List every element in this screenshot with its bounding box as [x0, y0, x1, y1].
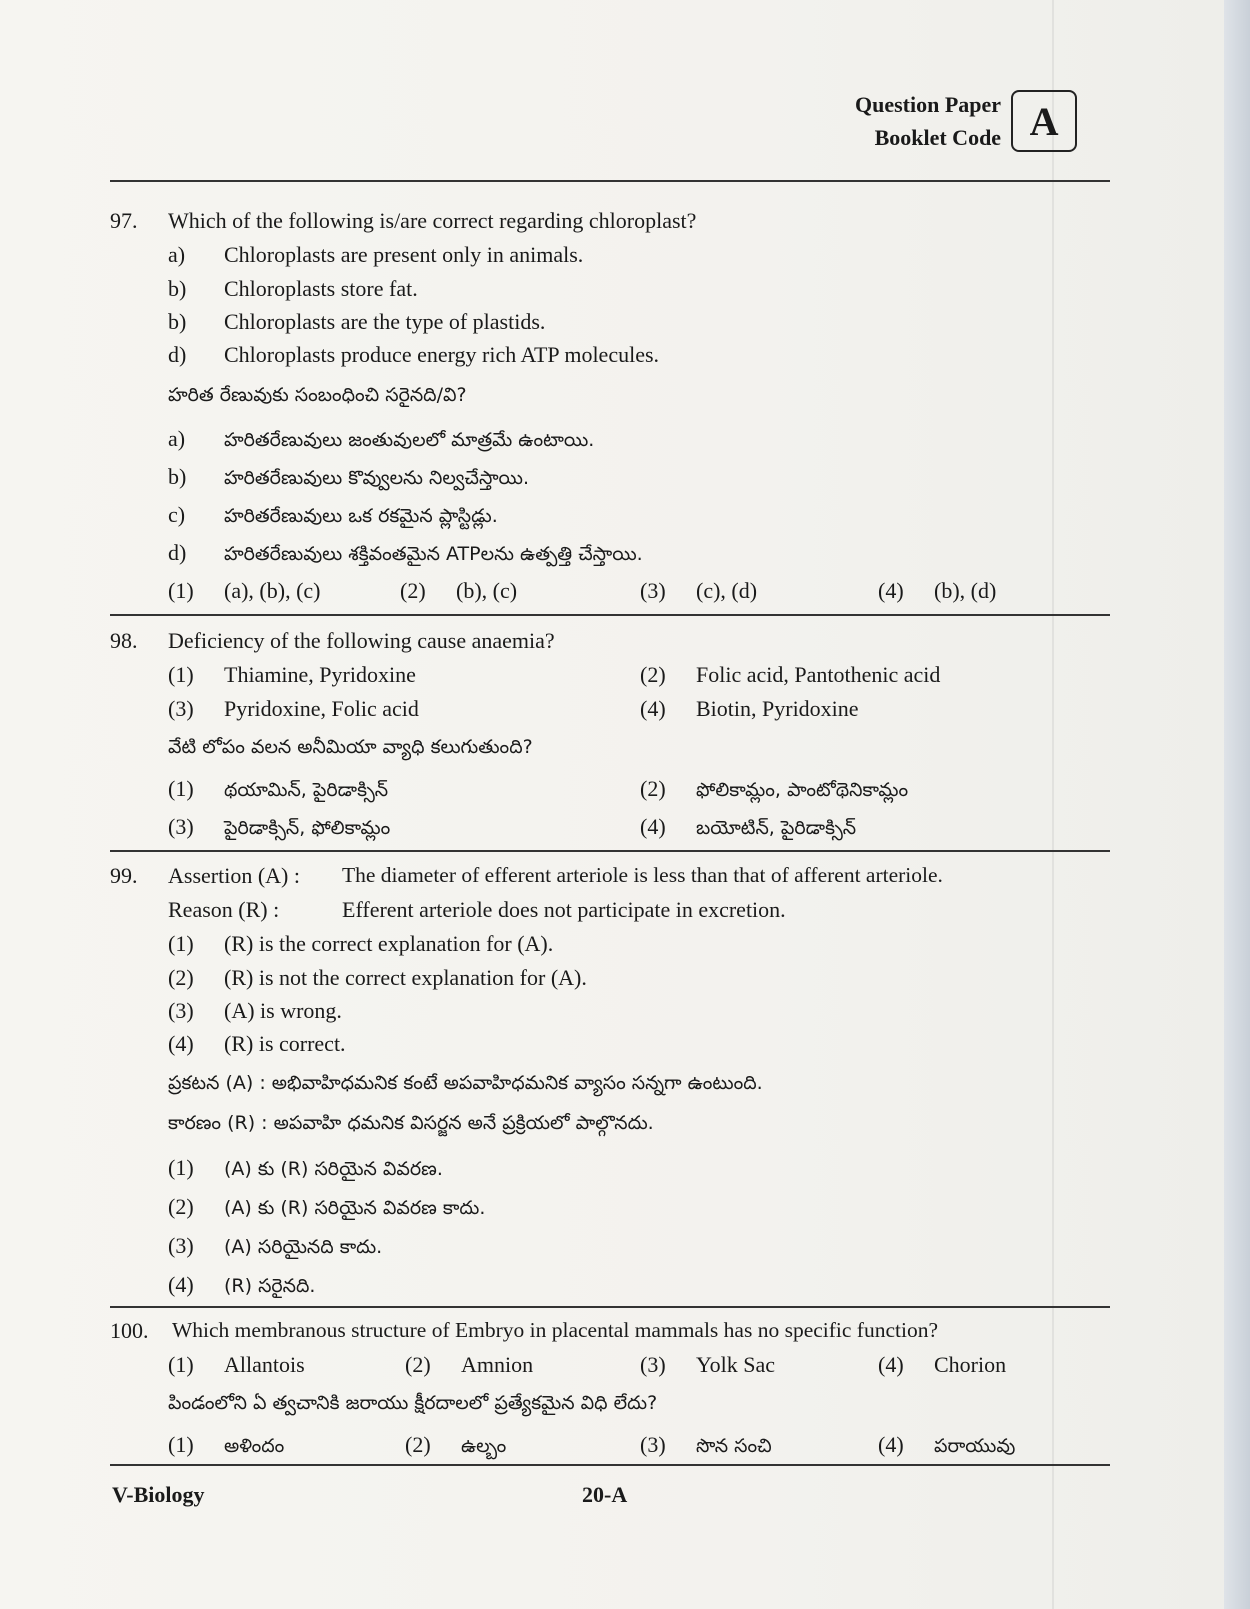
option-text: Biotin, Pyridoxine [696, 696, 859, 721]
option-text: (R) is not the correct explanation for (A). [224, 965, 587, 990]
booklet-code-label [855, 88, 1001, 154]
option-label: (4) [878, 578, 904, 603]
option-text: Chorion [934, 1352, 1007, 1377]
option-3[interactable] [168, 696, 419, 722]
statement-b-telugu [168, 464, 529, 494]
question-text: Deficiency of the following cause anaemia? [168, 628, 555, 653]
option-3[interactable] [640, 1352, 775, 1378]
option-4-telugu[interactable] [168, 1272, 315, 1302]
option-text: పరాయువు [934, 1435, 1016, 1457]
option-label: (2) [168, 965, 194, 990]
option-text: పైరిడాక్సిన్, ఫోలికామ్లం [224, 817, 391, 839]
option-2[interactable] [405, 1352, 533, 1378]
question-text: Which of the following is/are correct regarding chloroplast? [168, 208, 697, 233]
statement-d-telugu [168, 540, 643, 570]
statement-text: హరితరేణువులు కొవ్వులను నిల్వచేస్తాయి. [224, 467, 530, 489]
question-number: 97. [110, 208, 138, 233]
option-1[interactable] [168, 931, 553, 957]
statement-text: హరితరేణువులు జంతువులలో మాత్రమే ఉంటాయి. [224, 429, 595, 451]
option-label: (2) [400, 578, 426, 603]
divider [110, 180, 1110, 182]
option-text: (R) is correct. [224, 1031, 346, 1056]
option-label: (4) [168, 1272, 194, 1297]
reason-text: Efferent arteriole does not participate in excretion. [342, 897, 786, 922]
statement-label: d) [168, 540, 187, 565]
option-2[interactable] [168, 965, 587, 991]
statement-b [168, 276, 418, 302]
option-label: (4) [878, 1352, 904, 1377]
statement-d [168, 342, 659, 368]
option-text: (b), (d) [934, 578, 997, 603]
question-text-telugu: వేటి లోపం వలన అనీమియా వ్యాధి కలుగుతుంది? [168, 736, 533, 758]
option-label: (1) [168, 931, 194, 956]
option-3[interactable] [168, 998, 342, 1024]
option-label: (3) [168, 696, 194, 721]
option-1[interactable] [168, 1352, 305, 1378]
footer-subject: V-Biology [112, 1482, 205, 1507]
option-label: (2) [405, 1352, 431, 1377]
option-text: సొన సంచి [696, 1435, 772, 1457]
assertion-telugu: ప్రకటన (A) : అభివాహిధమనిక కంటే అపవాహిధమనిక వ్యాసం సన్నగా ఉంటుంది. [168, 1072, 763, 1094]
option-3-telugu[interactable] [168, 1233, 382, 1263]
statement-label: a) [168, 242, 186, 267]
option-label: (4) [640, 814, 666, 839]
option-3-telugu[interactable] [168, 814, 390, 844]
option-label: (4) [168, 1031, 194, 1056]
statement-a [168, 242, 583, 268]
option-text: బయోటిన్, పైరిడాక్సిన్ [696, 817, 857, 839]
option-label: (1) [168, 1432, 194, 1457]
option-label: (4) [640, 696, 666, 721]
option-label: (1) [168, 1352, 194, 1377]
option-4[interactable] [168, 1031, 346, 1057]
question-number: 100. [110, 1318, 149, 1343]
divider [110, 614, 1110, 616]
statement-a-telugu [168, 426, 594, 456]
option-text: ఉల్బం [461, 1435, 507, 1457]
option-4[interactable] [640, 696, 859, 722]
option-text: ఫోలికామ్లం, పాంటోథెనికామ్లం [696, 779, 909, 801]
statement-text: Chloroplasts are the type of plastids. [224, 309, 546, 334]
option-label: (3) [640, 1432, 666, 1457]
option-text: (c), (d) [696, 578, 758, 603]
question-text-telugu: పిండంలోని ఏ త్వచానికి జరాయు క్షీరదాలలో ప్రత్యేకమైన విధి లేదు? [168, 1392, 658, 1414]
option-text: (b), (c) [456, 578, 518, 603]
assertion-text: The diameter of efferent arteriole is less than that of afferent arteriole. [342, 863, 943, 887]
option-text: (R) సరైనది. [224, 1275, 316, 1297]
option-label: (1) [168, 1155, 194, 1180]
divider [110, 1464, 1110, 1466]
option-label: (2) [168, 1194, 194, 1219]
option-text: Folic acid, Pantothenic acid [696, 662, 941, 687]
statement-c [168, 309, 545, 335]
code-line-1: Question Paper [855, 92, 1002, 117]
page-fold [1052, 0, 1054, 1609]
option-label: (3) [640, 1352, 666, 1377]
option-text: Yolk Sac [696, 1352, 776, 1377]
option-label: (3) [640, 578, 666, 603]
option-label: (3) [168, 998, 194, 1023]
option-text: (A) కు (R) సరియైన వివరణ. [224, 1158, 443, 1180]
option-2[interactable] [640, 662, 940, 688]
statement-text: Chloroplasts store fat. [224, 276, 418, 301]
option-2-telugu[interactable] [640, 776, 908, 806]
option-label: (1) [168, 578, 194, 603]
option-text: అళిందం [224, 1435, 285, 1457]
option-text: (A) సరియైనది కాదు. [224, 1236, 383, 1258]
option-label: (3) [168, 814, 194, 839]
option-text: Allantois [224, 1352, 305, 1377]
option-text: (R) is the correct explanation for (A). [224, 931, 554, 956]
option-3[interactable] [640, 578, 757, 604]
option-text: (a), (b), (c) [224, 578, 321, 603]
option-3-telugu[interactable] [640, 1432, 772, 1462]
option-text: Amnion [461, 1352, 534, 1377]
statement-text: హరితరేణువులు ఒక రకమైన ప్లాస్టిడ్లు. [224, 505, 498, 527]
option-1[interactable] [168, 662, 416, 688]
statement-label: b) [168, 276, 187, 301]
footer-page-number: 20-A [582, 1482, 628, 1507]
code-line-2: Booklet Code [874, 125, 1002, 150]
option-text: థయామిన్, పైరిడాక్సిన్ [224, 779, 389, 801]
booklet-code [855, 88, 1077, 154]
statement-text: Chloroplasts produce energy rich ATP molecules. [224, 342, 660, 367]
option-text: Pyridoxine, Folic acid [224, 696, 419, 721]
question-number: 98. [110, 628, 138, 653]
page-edge [1224, 0, 1250, 1609]
assertion-label: Assertion (A) : [168, 863, 300, 888]
statement-c-telugu [168, 502, 498, 532]
statement-text: హరితరేణువులు శక్తివంతమైన ATPలను ఉత్పత్తి చేస్తాయి. [224, 543, 643, 565]
reason-telugu: కారణం (R) : అపవాహి ధమనిక విసర్జన అనే ప్రక్రియలో పాల్గొనదు. [168, 1112, 654, 1134]
option-label: (2) [640, 662, 666, 687]
reason-label: Reason (R) : [168, 897, 280, 922]
statement-label: b) [168, 309, 187, 334]
statement-label: b) [168, 464, 187, 489]
option-label: (2) [640, 776, 666, 801]
option-text: Thiamine, Pyridoxine [224, 662, 416, 687]
option-4[interactable] [878, 1352, 1006, 1378]
question-text: Which membranous structure of Embryo in placental mammals has no specific function? [172, 1318, 939, 1342]
option-2-telugu[interactable] [405, 1432, 506, 1462]
statement-label: d) [168, 342, 187, 367]
statement-label: a) [168, 426, 186, 451]
code-letter-box: A [1011, 90, 1077, 152]
option-1-telugu[interactable] [168, 1155, 443, 1185]
option-2-telugu[interactable] [168, 1194, 485, 1224]
option-4[interactable] [878, 578, 996, 604]
option-1[interactable] [168, 578, 321, 604]
question-text-telugu: హరిత రేణువుకు సంబంధించి సరైనది/వి? [168, 384, 467, 406]
option-label: (4) [878, 1432, 904, 1457]
statement-text: Chloroplasts are present only in animals. [224, 242, 584, 267]
option-4-telugu[interactable] [878, 1432, 1015, 1462]
option-label: (1) [168, 776, 194, 801]
option-label: (2) [405, 1432, 431, 1457]
option-text: (A) కు (R) సరియైన వివరణ కాదు. [224, 1197, 486, 1219]
option-label: (3) [168, 1233, 194, 1258]
question-number: 99. [110, 863, 138, 888]
statement-label: c) [168, 502, 186, 527]
option-4-telugu[interactable] [640, 814, 856, 844]
option-label: (1) [168, 662, 194, 687]
option-1-telugu[interactable] [168, 1432, 284, 1462]
option-2[interactable] [400, 578, 517, 604]
option-text: (A) is wrong. [224, 998, 342, 1023]
divider [110, 1306, 1110, 1308]
divider [110, 850, 1110, 852]
option-1-telugu[interactable] [168, 776, 388, 806]
